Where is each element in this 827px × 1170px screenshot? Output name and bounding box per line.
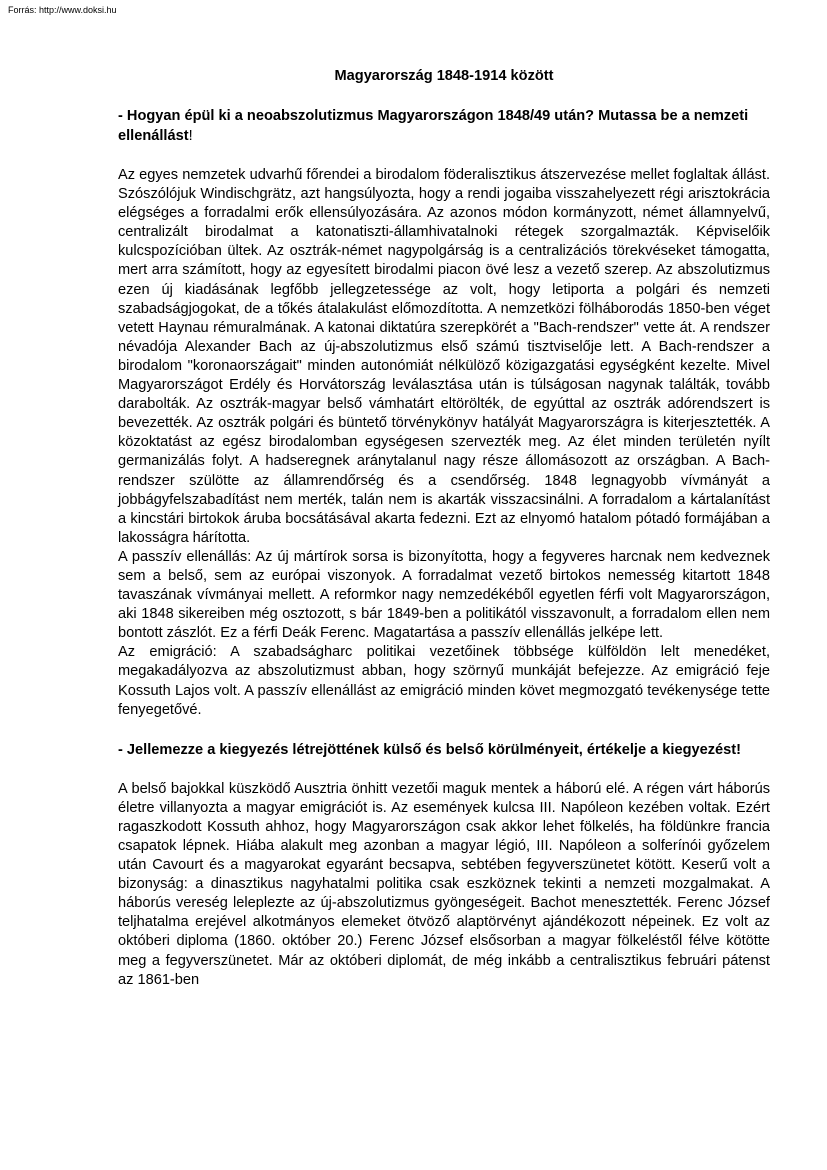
question-2 — [118, 740, 770, 760]
question-1-text: - Hogyan épül ki a neoabszolutizmus Magyarországon 1848/49 után? Mutassa be a nemzeti ellenállást — [118, 108, 749, 144]
question-2-text: - Jellemezze a kiegyezés létrejöttének külső és belső körülményeit, értékelje a kiegyezést! — [118, 741, 741, 758]
page-title: Magyarország 1848-1914 között — [334, 68, 554, 84]
paragraph-compromise: A belső bajokkal küszködő Ausztria önhitt vezetői maguk mentek a háború elé. A régen várt háborús életre villanyozta a magyar emigrációt is. Az események kulcsa III. Napóleon kezében voltak. Ezért ragaszkodott Kossuth ahhoz, hogy Magyarországon csak akkor lehet fölkelés, ha földünkre francia csapatok lépnek. Hiába alakult meg azonban a magyar légió, III. Napóleon a solferínói győzelem után Cavourt és a magyarokat egyaránt becsapva, sebtében fegyverszünetet kötött. Keserű volt a bizonyság: a dinasztikus nagyhatalmi politika csak eszköznek tekinti a nemzeti mozgalmakat. A háborús vereség leleplezte az új-abszolutizmus gyöngeségeit. Bachot menesztették. Ferenc József teljhatalma erejével alkotmányos elemeket ötvöző alaptörvényt ajándékozott népeinek. Ez volt az októberi diploma (1860. október 20.) Ferenc József elsősorban a magyar fölkeléstől félve kötötte meg a fegyverszünetet. Már az októberi diplomát, de még inkább a centralisztikus februári pátenst az 1861-ben — [118, 780, 770, 988]
document-page — [118, 66, 770, 990]
paragraph-passive-resistance: A passzív ellenállás: Az új mártírok sorsa is bizonyította, hogy a fegyveres harcnak nem kedveznek sem a belső, sem az európai viszonyok. A forradalmat vezető birtokos nemesség kitartott 1848 tavaszának vívmányai mellett. A reformkor nagy nemzedékéből egyetlen férfi volt Magyarországon, aki 1848 sikereiben még osztozott, s bár 1849-ben a politikától visszavonult, a forradalom ellen nem bontott zászlót. Ez a férfi Deák Ferenc. Magatartása a passzív ellenállás jelképe lett. — [118, 548, 770, 642]
question-1 — [118, 106, 770, 146]
paragraph-emigration: Az emigráció: A szabadságharc politikai vezetőinek többsége külföldön lelt menedéket, megakadályozva az abszolutizmust abban, hogy szörnyű munkáját befejezze. Az emigráció feje Kossuth Lajos volt. A passzív ellenállást az emigráció minden követ megmozgató tevékenysége tette fenyegetővé. — [118, 644, 770, 718]
source-url: Forrás: http://www.doksi.hu — [8, 5, 117, 15]
question-1-tail: ! — [188, 128, 193, 144]
paragraph-neoabsolutism: Az egyes nemzetek udvarhű főrendei a birodalom föderalisztikus átszervezése mellet foglaltak állást. Szószólójuk Windischgrätz, azt hangsúlyozta, hogy a rendi jogaiba visszahelyezett régi arisztokrácia elégséges a forradalmi erők ellensúlyozására. Az azonos módon kormányzott, német államnyelvű, centralizált birodalmat a katonatiszti-államhivatalnoki rétegek szorgalmazták. Képviselőik kulcspozícióban ültek. Az osztrák-német nagypolgárság is a centralizációs törekvéseket támogatta, mert arra számított, hogy az egyesített birodalmi piacon övé lesz a vezető szerep. Az abszolutizmus ezen új kiadásának legfőbb jellegzetessége az volt, hogy letiporta a polgári és nemzeti szabadságjogokat, de a tőkés átalakulást előmozdította. A nemzetközi fölháborodás 1850-ben véget vetett Haynau rémuralmának. A katonai diktatúra szerepkörét a "Bach-rendszer" vette át. A rendszer névadója Alexander Bach az új-abszolutizmus első számú tisztviselője lett. A Bach-rendszer a birodalom "koronaországait" minden autonómiát nélkülöző közigazgatási egységként kezelte. Mivel Magyarországot Erdély és Horvátország leválasztása után is túlságosan nagynak találták, tovább darabolták. Az osztrák-magyar belső vámhatárt eltörölték, de egyúttal az osztrák adórendszert is bevezették. Az osztrák polgári és büntető törvénykönyv hatályát Magyarországra is kiterjesztették. A közoktatást az egész birodalomban egységesen szervezték meg. Az élet minden területén nyílt germanizálás folyt. A hadseregnek aránytalanul nagy része állomásozott az országban. A Bach-rendszer szülötte az államrendőrség és a csendőrség. 1848 legnagyobb vívmányát a jobbágyfelszabadítást nem merték, talán nem is akarták visszacsinálni. A forradalom a kártalanítást a kincstári birtokok áruba bocsátásával akarta fedezni. Ezt az elnyomó hatalom pótadó formájában a lakosságra hárította. — [118, 167, 770, 546]
